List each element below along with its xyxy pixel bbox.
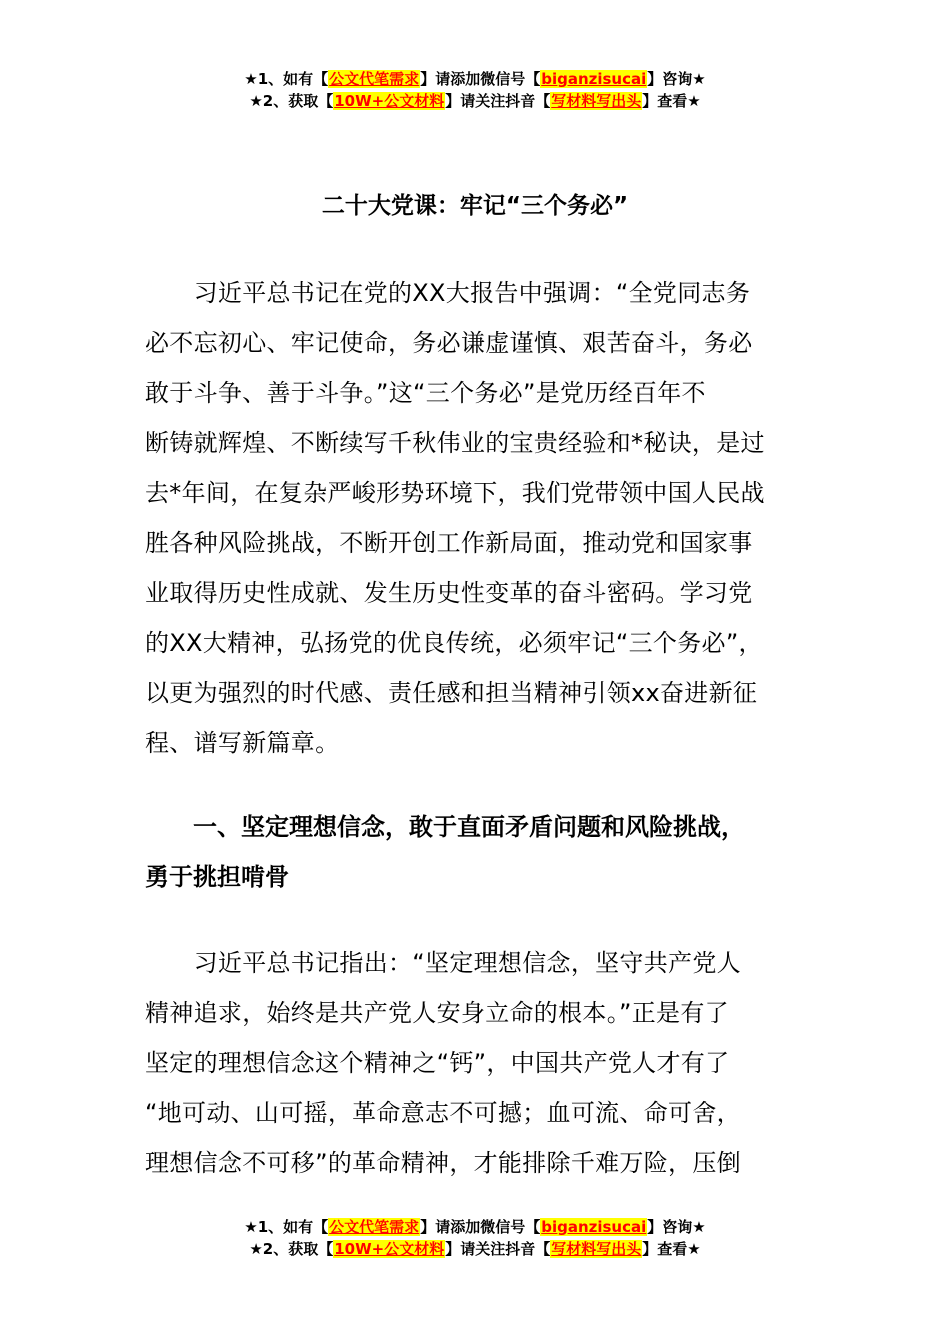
banner-text: 】查看★ xyxy=(642,92,701,110)
text-line: 习近平总书记在党的XX大报告中强调：“全党同志务 xyxy=(145,279,751,307)
highlight-text: 10W+公文材料 xyxy=(334,92,445,110)
text-line: 必不忘初心、牢记使命，务必谦虚谨慎、艰苦奋斗，务必 xyxy=(145,329,753,357)
highlight-text: 公文代笔需求 xyxy=(329,1218,420,1236)
banner-line-2 xyxy=(0,1238,950,1260)
highlight-text: 公文代笔需求 xyxy=(329,70,420,88)
text-line: 去*年间，在复杂严峻形势环境下，我们党带领中国人民战 xyxy=(145,479,765,507)
wechat-id: biganzisucai xyxy=(541,1218,647,1236)
text-line: 业取得历史性成就、发生历史性变革的奋斗密码。学习党 xyxy=(145,579,753,607)
text-line: 敢于斗争、善于斗争。”这“三个务必”是党历经百年不 xyxy=(145,379,706,407)
wechat-id: biganzisucai xyxy=(541,70,647,88)
banner-text: ★2、获取【 xyxy=(249,92,334,110)
banner-text: 】请添加微信号【 xyxy=(420,70,541,88)
text-line: 理想信念不可移”的革命精神，才能排除千难万险，压倒 xyxy=(145,1149,741,1177)
banner-text: ★2、获取【 xyxy=(249,1240,334,1258)
banner-text: 】查看★ xyxy=(642,1240,701,1258)
banner-line-1 xyxy=(0,1216,950,1238)
douyin-id: 写材料写出头 xyxy=(551,1240,642,1258)
paragraph-1 xyxy=(145,268,805,768)
banner-text: ★1、如有【 xyxy=(244,1218,329,1236)
highlight-text: 10W+公文材料 xyxy=(334,1240,445,1258)
text-line: 的XX大精神，弘扬党的优良传统，必须牢记“三个务必”， xyxy=(145,629,763,657)
banner-text: 】请关注抖音【 xyxy=(445,1240,551,1258)
document-title: 二十大党课：牢记“三个务必” xyxy=(321,193,629,219)
text-line: 断铸就辉煌、不断续写千秋伟业的宝贵经验和*秘诀，是过 xyxy=(145,429,765,457)
header-banner xyxy=(0,68,950,112)
douyin-id: 写材料写出头 xyxy=(551,92,642,110)
text-line: “地可动、山可摇，革命意志不可撼；血可流、命可舍， xyxy=(145,1099,741,1127)
section-heading-1 xyxy=(145,802,805,902)
text-line: 精神追求，始终是共产党人安身立命的根本。”正是有了 xyxy=(145,999,729,1027)
banner-text: 】咨询★ xyxy=(647,1218,706,1236)
text-line: 程、谱写新篇章。 xyxy=(145,729,340,757)
heading-line: 一、坚定理想信念，敢于直面矛盾问题和风险挑战， xyxy=(145,813,745,841)
banner-text: 】咨询★ xyxy=(647,70,706,88)
text-line: 胜各种风险挑战，不断开创工作新局面，推动党和国家事 xyxy=(145,529,753,557)
paragraph-2 xyxy=(145,938,805,1188)
heading-line: 勇于挑担啃骨 xyxy=(145,863,289,891)
banner-line-2 xyxy=(0,90,950,112)
banner-text: ★1、如有【 xyxy=(244,70,329,88)
text-line: 坚定的理想信念这个精神之“钙”，中国共产党人才有了 xyxy=(145,1049,730,1077)
text-line: 习近平总书记指出：“坚定理想信念，坚守共产党人 xyxy=(145,949,741,977)
footer-banner xyxy=(0,1216,950,1260)
banner-text: 】请添加微信号【 xyxy=(420,1218,541,1236)
text-line: 以更为强烈的时代感、责任感和担当精神引领xx奋进新征 xyxy=(145,679,758,707)
banner-text: 】请关注抖音【 xyxy=(445,92,551,110)
banner-line-1 xyxy=(0,68,950,90)
